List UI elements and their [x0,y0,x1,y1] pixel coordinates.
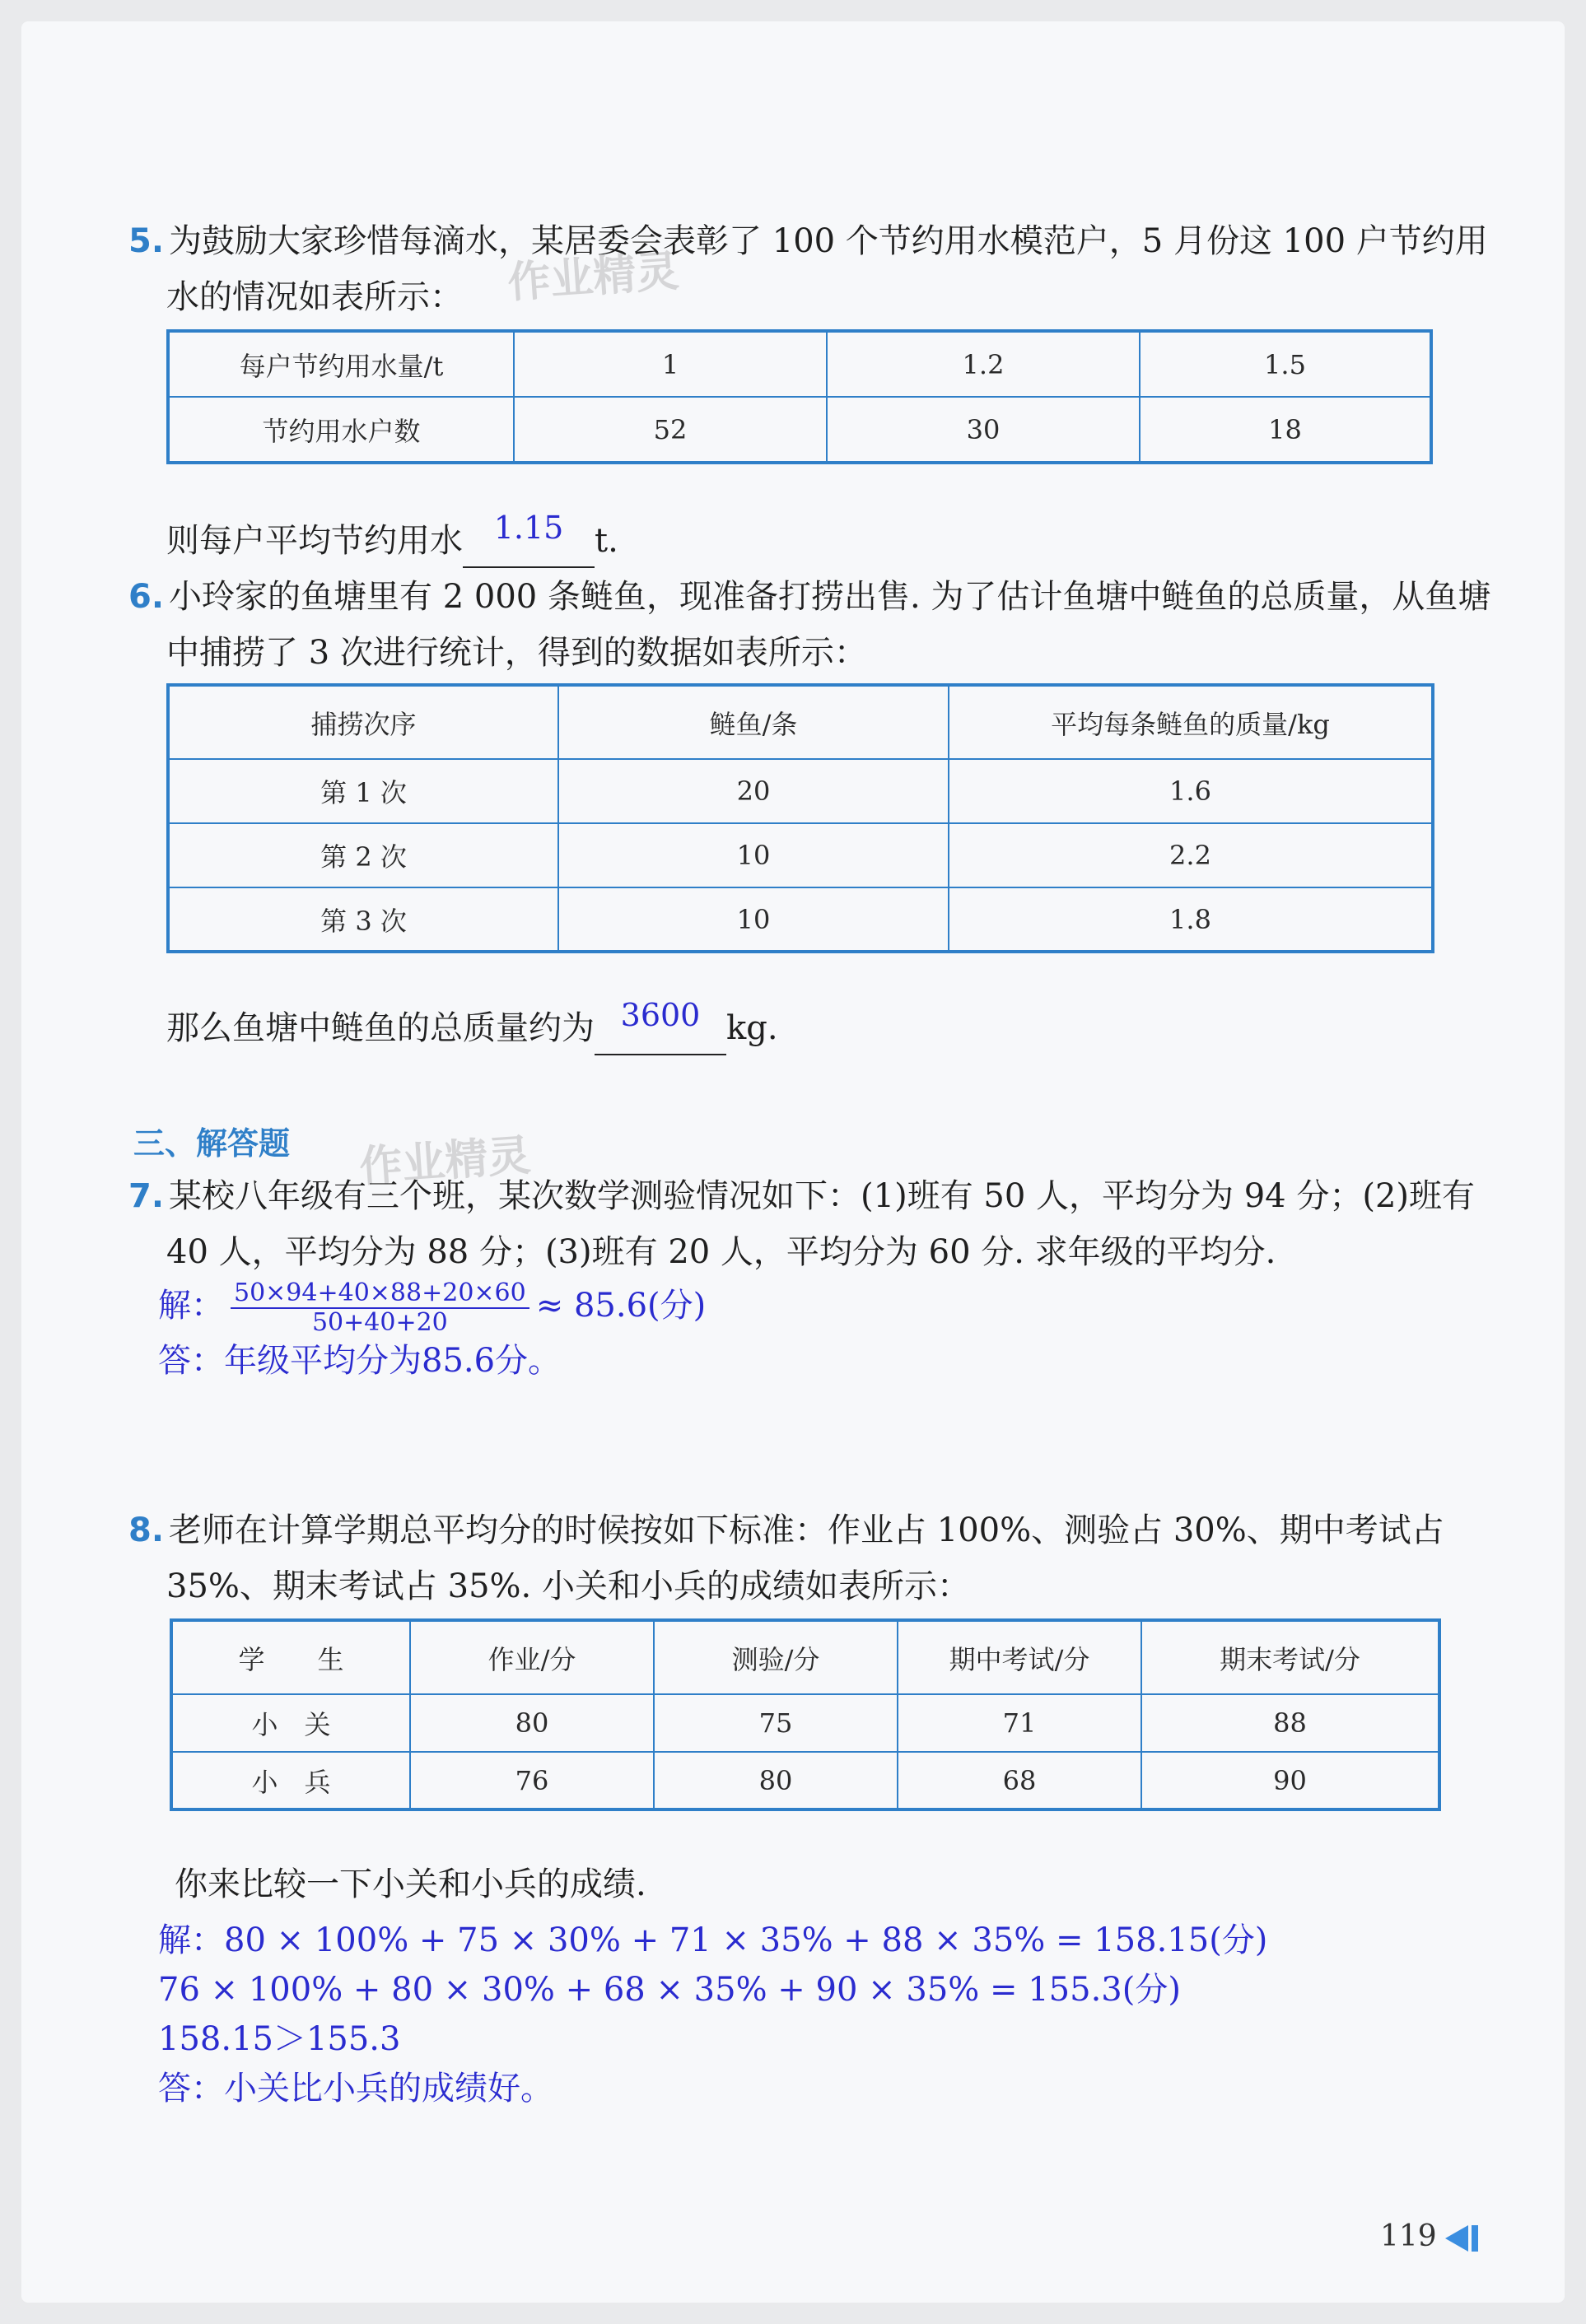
table-cell: 1 [514,331,827,397]
table-cell: 88 [1141,1694,1439,1752]
q8-solution-line2: 76 × 100% + 80 × 30% + 68 × 35% + 90 × 35% = 155.3(分) [158,1971,1181,2009]
watermark: 作业精灵 [506,246,681,309]
q6-answer-suffix: kg. [726,1009,778,1047]
q6-answer-prefix: 那么鱼塘中鲢鱼的总质量约为 [166,1009,595,1047]
q8-text-line2: 35%、期末考试占 35%. 小关和小兵的成绩如表所示： [166,1567,970,1605]
table-cell: 20 [558,759,949,823]
table-cell: 1.8 [949,887,1433,952]
section-title: 三、解答题 [133,1125,291,1162]
table-header-row [168,685,1433,759]
q5-row-label: 每户节约用水量/t [168,331,514,397]
q7-line1 [128,1171,1475,1222]
table-row [168,887,1433,952]
q8-line1 [128,1505,1444,1556]
table-cell: 第 3 次 [168,887,558,952]
table-row [168,397,1431,463]
table-row [168,823,1433,887]
q7-fraction-denominator: 50+40+20 [311,1308,448,1337]
q5-answer-suffix: t. [595,522,618,560]
table-cell: 第 1 次 [168,759,558,823]
q7-fraction-numerator: 50×94+40×88+20×60 [231,1279,529,1309]
q7-text-line1: 某校八年级有三个班，某次数学测验情况如下：(1)班有 50 人，平均分为 94 分；(2)班有 [169,1177,1476,1215]
q5-answer: 1.15 [493,510,564,546]
table-cell: 71 [898,1694,1141,1752]
table-cell: 第 2 次 [168,823,558,887]
q5-row-label: 节约用水户数 [168,397,514,463]
q6-number: 6. [128,578,165,616]
table-row [171,1694,1439,1752]
q8-table [170,1618,1441,1811]
q8-prompt: 你来比较一下小关和小兵的成绩. [175,1865,646,1903]
q6-text-line2: 中捕捞了 3 次进行统计，得到的数据如表所示： [166,634,867,672]
table-header: 期末考试/分 [1141,1620,1439,1694]
table-cell: 18 [1140,397,1431,463]
q6-answer-blank [595,997,726,1055]
table-header: 捕捞次序 [168,685,558,759]
table-cell: 76 [410,1752,654,1809]
table-row [168,759,1433,823]
q8-solution-line3: 158.15＞155.3 [158,2020,401,2058]
table-cell: 52 [514,397,827,463]
table-cell: 80 [654,1752,898,1809]
table-cell: 1.2 [827,331,1140,397]
q5-answer-prefix: 则每户平均节约用水 [166,522,463,560]
q7-result: ≈ 85.6(分) [535,1287,707,1325]
table-cell: 75 [654,1694,898,1752]
table-cell: 68 [898,1752,1141,1809]
page-number: 119 [1380,2219,1437,2253]
q5-answer-blank [463,510,595,568]
q5-table [166,329,1433,464]
watermark: 作业精灵 [357,1130,533,1193]
table-header: 学 生 [171,1620,410,1694]
q6-answer-line [166,997,778,1055]
q5-line1 [128,216,1488,267]
table-header: 期中考试/分 [898,1620,1141,1694]
table-cell: 小 关 [171,1694,410,1752]
table-cell: 小 兵 [171,1752,410,1809]
q8-solution-line1: 解：80 × 100% + 75 × 30% + 71 × 35% + 88 × 35% = 158.15(分) [158,1921,1268,1959]
q5-answer-line [166,510,618,568]
q6-text-line1: 小玲家的鱼塘里有 2 000 条鲢鱼，现准备打捞出售. 为了估计鱼塘中鲢鱼的总质量，从鱼塘 [169,578,1491,616]
page [21,21,1565,2303]
table-cell: 1.6 [949,759,1433,823]
table-cell: 10 [558,823,949,887]
q5-text-line2: 水的情况如表所示： [166,278,463,316]
table-header: 鲢鱼/条 [558,685,949,759]
q8-number: 8. [128,1511,165,1549]
table-cell: 2.2 [949,823,1433,887]
q5-number: 5. [128,222,165,260]
table-cell: 1.5 [1140,331,1431,397]
q7-answer: 答：年级平均分为85.6分。 [158,1342,562,1380]
table-header: 测验/分 [654,1620,898,1694]
arrow-left-icon [1445,2225,1468,2252]
table-cell: 10 [558,887,949,952]
table-cell: 90 [1141,1752,1439,1809]
q8-answer: 答：小关比小兵的成绩好。 [158,2070,553,2107]
q7-fraction [231,1279,529,1337]
table-row [171,1752,1439,1809]
q8-text-line1: 老师在计算学期总平均分的时候按如下标准：作业占 100%、测验占 30%、期中考试占 [169,1511,1444,1549]
table-header: 作业/分 [410,1620,654,1694]
table-cell: 80 [410,1694,654,1752]
q6-answer: 3600 [620,997,701,1033]
q5-text-line1: 为鼓励大家珍惜每滴水，某居委会表彰了 100 个节约用水模范户，5 月份这 100 户节约用 [169,222,1488,260]
table-header: 平均每条鲢鱼的质量/kg [949,685,1433,759]
q7-text-line2: 40 人，平均分为 88 分；(3)班有 20 人，平均分为 60 分. 求年级的平均分. [166,1233,1276,1271]
table-row [168,331,1431,397]
q6-table [166,683,1434,953]
table-header-row [171,1620,1439,1694]
q7-number: 7. [128,1177,165,1215]
q6-line1 [128,571,1490,622]
bar-icon [1472,2225,1478,2252]
table-cell: 30 [827,397,1140,463]
q7-solution [158,1279,706,1337]
q7-solution-label: 解： [158,1287,224,1325]
page-number-block [1380,2219,1478,2253]
